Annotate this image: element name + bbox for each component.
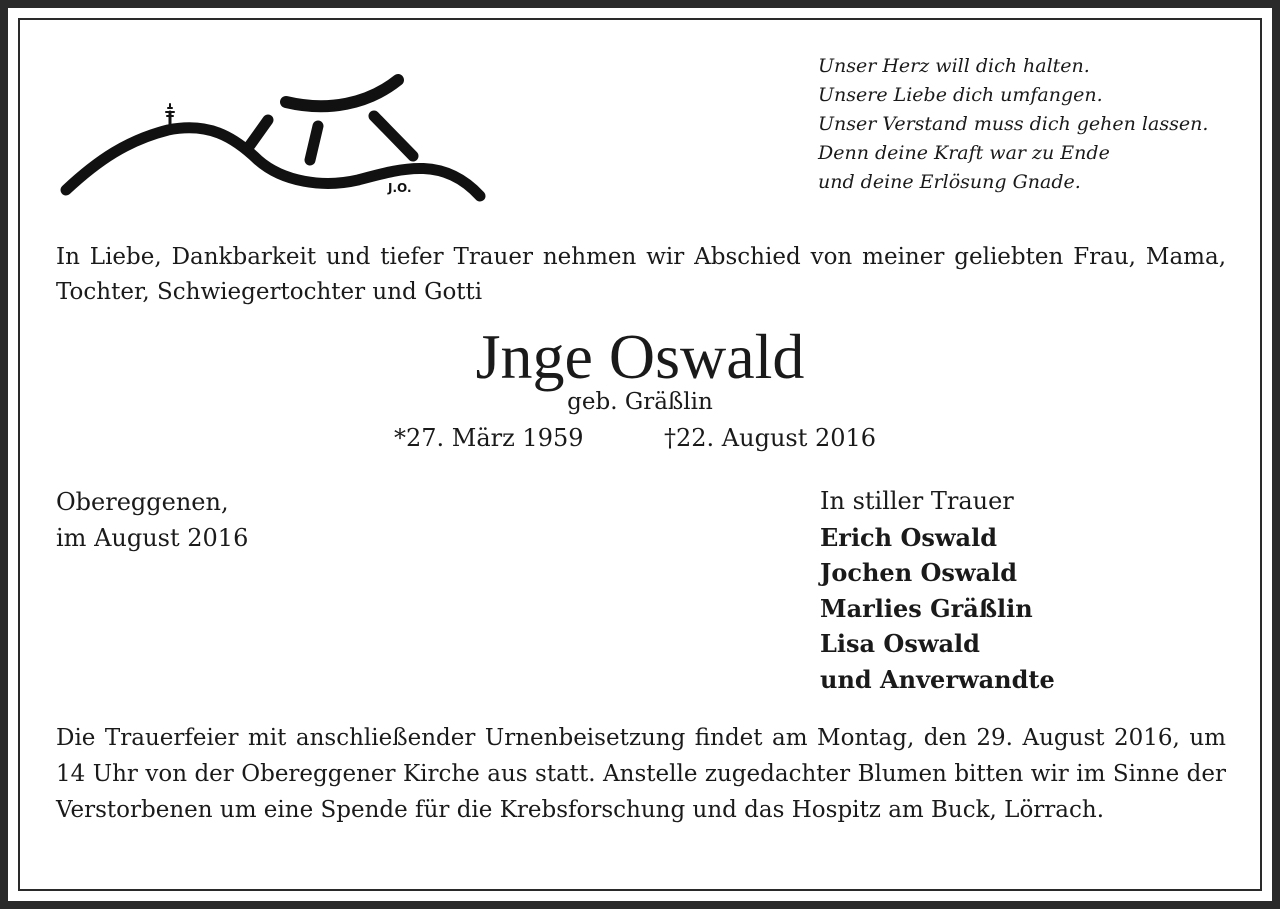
funeral-notice-text: Die Trauerfeier mit anschließender Urnenbeisetzung findet am Montag, den 29. August 2016, um 14 Uhr von der Obereggener Kirche aus statt. Anstelle zugedachter Blumen bitten wir im Sinne der Verstorbenen um eine Spende für die Krebsforschung und das Hospitz am Buck, Lörrach. [56, 725, 1226, 823]
born-name: geb. Gräßlin [567, 389, 713, 415]
mourners [820, 484, 1055, 697]
landscape-logo [58, 68, 498, 208]
poem-line: Unsere Liebe dich umfangen. [818, 84, 1103, 106]
mourner-name: und Anverwandte [820, 664, 1055, 694]
mourner-name: Lisa Oswald [820, 629, 980, 658]
mourner-name: Erich Oswald [820, 522, 997, 552]
mourner-name: Jochen Oswald [820, 558, 1018, 587]
deceased-name: Jnge Oswald [475, 321, 805, 392]
mourner-name: Marlies Gräßlin [820, 593, 1033, 623]
logo-initials: J.O. [388, 181, 412, 195]
poem-line: Unser Verstand muss dich gehen lassen. [818, 113, 1209, 135]
poem-line: Unser Herz will dich halten. [818, 55, 1090, 77]
poem [818, 52, 1238, 197]
dash-middle [310, 126, 318, 160]
poem-line: Denn deine Kraft war zu Ende [818, 142, 1110, 164]
birth-date: *27. März 1959 [394, 424, 584, 452]
hill-stroke [66, 128, 480, 196]
arc-stroke [286, 80, 398, 106]
place-line: Obereggenen, [56, 488, 229, 516]
poem-line: und deine Erlösung Gnade. [818, 171, 1081, 193]
dash-right [374, 116, 413, 156]
place-and-date [56, 484, 248, 556]
intro-text: In Liebe, Dankbarkeit und tiefer Trauer nehmen wir Abschied von meiner geliebten Frau, Mama, Tochter, Schwiegertochter und Gotti [56, 244, 1226, 305]
mourners-heading: In stiller Trauer [820, 487, 1014, 515]
dash-left [248, 120, 268, 148]
date-line: im August 2016 [56, 524, 249, 552]
death-date: †22. August 2016 [664, 424, 877, 452]
